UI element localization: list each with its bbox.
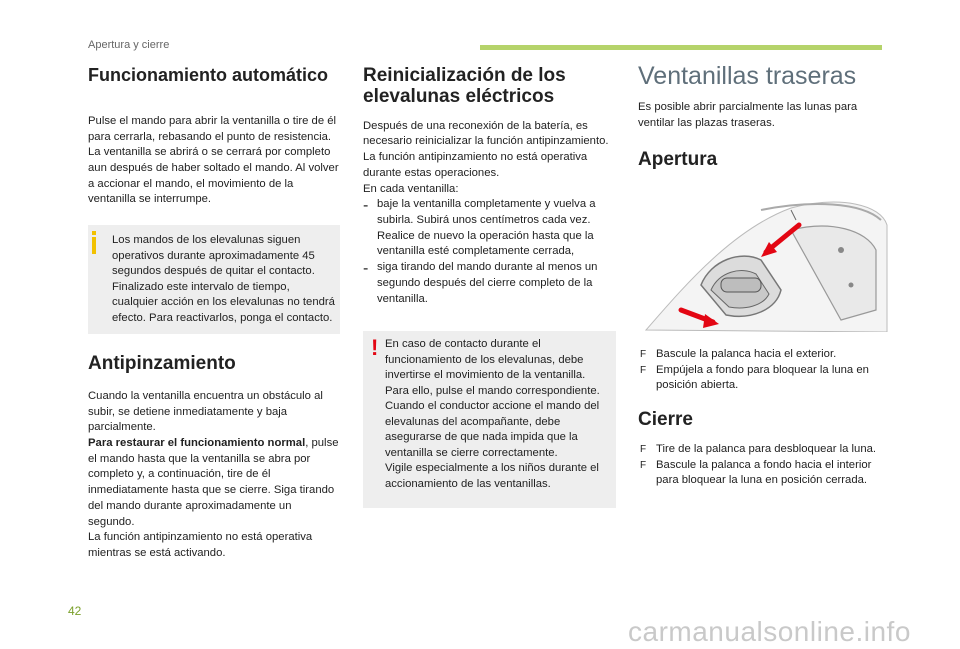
reset-para-3: En cada ventanilla: — [363, 182, 459, 195]
column-rear-windows — [638, 62, 890, 171]
watermark: carmanualsonline.info — [628, 616, 911, 647]
open-step: F Empújela a fondo para bloquear la luna en posición abierta. — [640, 363, 869, 391]
heading-rear-windows: Ventanillas traseras — [638, 62, 857, 90]
reset-step-text: siga tirando del mando durante al menos un segundo después del cierre completo de la ventanilla. — [377, 261, 598, 305]
warning-text-1: En caso de contacto durante el funcionamiento de los elevalunas, debe invertirse el movimiento de la ventanilla. Para ello, pulse el mando correspondiente. — [385, 338, 600, 397]
close-step: F Bascule la palanca a fondo hacia el interior para bloquear la luna en posición cerrada. — [640, 458, 872, 487]
column-automatic — [88, 66, 340, 562]
rear-window-latch-illustration — [641, 190, 888, 332]
heading-reset-line1: Reinicialización de los — [363, 65, 566, 86]
page-number: 42 — [68, 604, 82, 618]
column-reset — [363, 66, 616, 508]
paragraph-automatic: Pulse el mando para abrir la ventanilla o tire de él para cerrarla, rebasando el punto de resistencia. La ventanilla se abrirá o se cerrará por completo aun después de haber soltado el mando. Al volver a accionar el mando, el movimiento de la ventanilla se interrumpe. — [88, 114, 339, 206]
heading-close: Cierre — [638, 408, 693, 430]
heading-automatic: Funcionamiento automático — [88, 65, 329, 85]
reset-step: - siga tirando del mando durante al menos un segundo después del cierre completo de la ventanilla. — [363, 260, 616, 307]
close-step: F Tire de la palanca para desbloquear la luna. — [638, 442, 890, 458]
warning-text-2: Cuando el conductor accione el mando del elevalunas del acompañante, debe asegurarse de que nada impida que la ventanilla se cierre correctamente. — [385, 400, 600, 459]
checkbox-icon: F — [640, 444, 647, 456]
checkbox-icon: F — [640, 459, 647, 471]
checkbox-icon: F — [640, 364, 647, 376]
paragraph-antipinch-2 — [88, 436, 340, 530]
info-text: Los mandos de los elevalunas siguen operativos durante aproximadamente 45 segundos después de quitar el contacto. Finalizado este intervalo de tiempo, cualquier acción en los elevalunas no tendrá efecto. Para reactivarlos, ponga el contacto. — [112, 234, 335, 324]
reset-para-1: Después de una reconexión de la batería, es necesario reinicializar la función antipinzamiento. — [363, 119, 609, 148]
restore-text: , pulse el mando hasta que la ventanilla se abra por completo y, a continuación, tire de él inmediatamente hasta que se cierre. Siga tirando del mando durante aproximadamente un segundo. — [88, 437, 339, 528]
heading-reset-line2: elevalunas eléctricos — [363, 85, 555, 107]
warning-box — [363, 331, 616, 508]
reset-para-2: La función antipinzamiento no está operativa durante estas operaciones. — [363, 151, 588, 179]
checkbox-icon: F — [640, 349, 647, 360]
paragraph-antipinch-3: La función antipinzamiento no está operativa mientras se está activando. — [88, 531, 313, 559]
rear-intro: Es posible abrir parcialmente las lunas para ventilar las plazas traseras. — [638, 101, 858, 129]
heading-open: Apertura — [638, 149, 718, 171]
info-box — [88, 225, 340, 334]
paragraph-antipinch-1: Cuando la ventanilla encuentra un obstáculo al subir, se detiene inmediatamente y baja parcialmente. — [88, 389, 323, 434]
restore-bold: Para restaurar el funcionamiento normal — [88, 437, 306, 450]
warning-text-3: Vigile especialmente a los niños durante el accionamiento de las ventanillas. — [385, 462, 599, 490]
reset-step-text: baje la ventanilla completamente y vuelva a subirla. Subirá unos centímetros cada vez. Realice de nuevo la operación hasta que la ventanilla esté completamente cerrada, — [377, 198, 596, 258]
section-header: Apertura y cierre — [88, 39, 170, 51]
open-steps — [638, 347, 890, 489]
reset-step: - baje la ventanilla completamente y vuelva a subirla. Subirá unos centímetros cada vez. Realice de nuevo la operación hasta que la ventanilla esté completamente cerrada, — [363, 197, 616, 260]
warning-icon: ! — [371, 335, 379, 361]
info-icon — [92, 231, 96, 254]
heading-antipinch: Antipinzamiento — [88, 353, 236, 375]
header-accent-bar — [480, 45, 882, 50]
open-step: F Bascule la palanca hacia el exterior. — [638, 347, 890, 363]
